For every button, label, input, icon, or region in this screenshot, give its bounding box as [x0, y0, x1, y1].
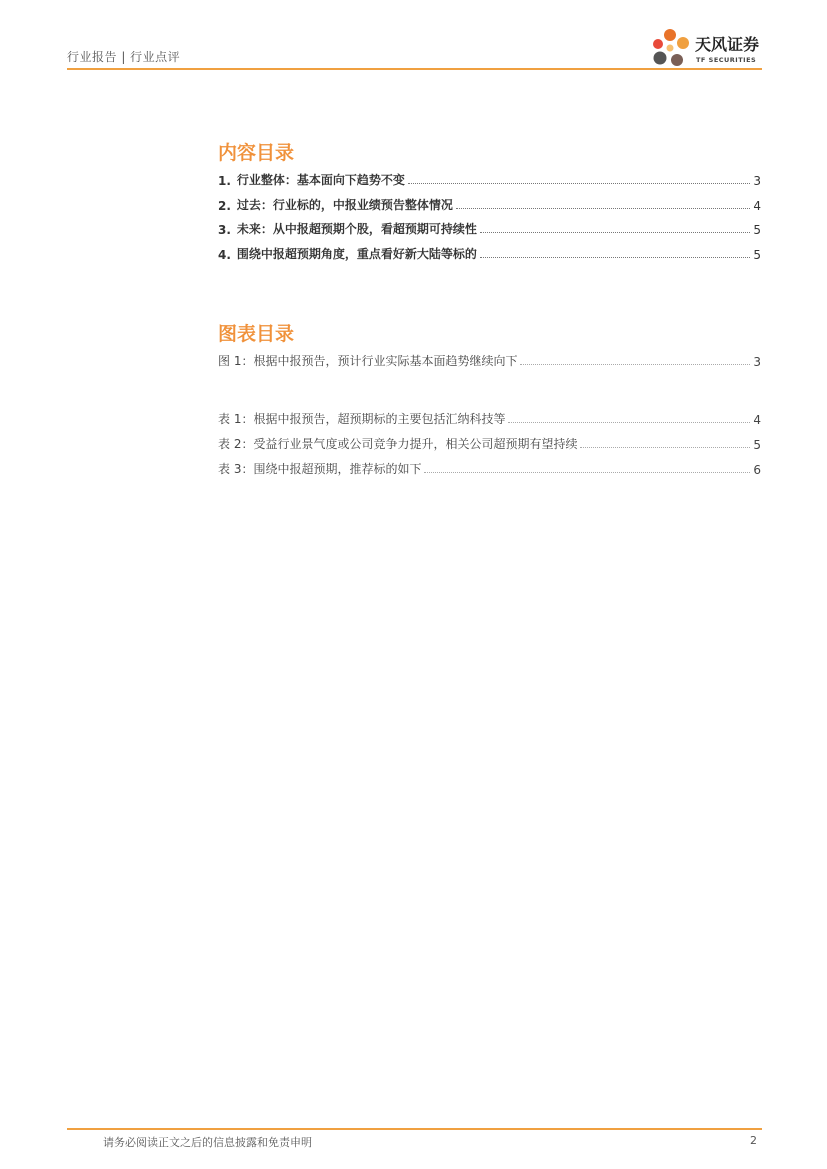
table-entry-text: 根据中报预告，超预期标的主要包括汇纳科技等	[253, 412, 506, 426]
toc-leader-dots	[480, 232, 750, 233]
toc-leader-dots	[580, 447, 750, 448]
figure-entry[interactable]	[218, 352, 761, 369]
footer-disclaimer: 请务必阅读正文之后的信息披露和免责申明	[103, 1136, 312, 1149]
toc-entry-page: 3	[753, 174, 761, 188]
toc-leader-dots	[520, 364, 750, 365]
toc-entry-page: 5	[753, 248, 761, 262]
figures-title: 图表目录	[218, 323, 295, 345]
toc-entry-number: 2.	[218, 199, 231, 213]
table-entry-label: 表 3：	[218, 462, 254, 476]
logo-subtitle: TF SECURITIES	[696, 56, 757, 64]
toc-leader-dots	[508, 422, 750, 423]
figure-entry-text: 根据中报预告，预计行业实际基本面趋势继续向下	[253, 354, 518, 368]
toc-leader-dots	[480, 257, 750, 258]
toc-entry-number: 1.	[218, 174, 231, 188]
logo-flower-icon	[650, 26, 694, 72]
figure-entry-label: 图 1：	[218, 354, 254, 368]
toc-entry[interactable]	[218, 220, 761, 237]
toc-entry-text: 围绕中报超预期角度，重点看好新大陆等标的	[236, 247, 477, 261]
toc-entry-number: 4.	[218, 248, 231, 262]
toc-entry-page: 4	[753, 199, 761, 213]
toc-entry-number: 3.	[218, 223, 231, 237]
toc-leader-dots	[408, 183, 750, 184]
contents-title: 内容目录	[218, 142, 295, 164]
logo-name: 天风证券	[695, 35, 760, 54]
table-entry-label: 表 1：	[218, 412, 254, 426]
toc-entry-text: 行业整体：基本面向下趋势不变	[236, 173, 405, 187]
table-entry-text: 受益行业景气度或公司竞争力提升，相关公司超预期有望持续	[253, 437, 578, 451]
footer-page-number: 2	[750, 1134, 757, 1147]
table-entry[interactable]	[218, 460, 761, 477]
table-entry-text: 围绕中报超预期，推荐标的如下	[253, 462, 422, 476]
toc-entry[interactable]	[218, 196, 761, 213]
toc-leader-dots	[456, 208, 750, 209]
company-logo	[650, 26, 770, 72]
table-entry-page: 4	[753, 413, 761, 427]
toc-entry-text: 未来：从中报超预期个股，看超预期可持续性	[236, 222, 477, 236]
toc-entry-page: 5	[753, 223, 761, 237]
header-breadcrumb: 行业报告 | 行业点评	[67, 50, 181, 64]
table-entry-label: 表 2：	[218, 437, 254, 451]
toc-entry[interactable]	[218, 245, 761, 262]
figure-entry-page: 3	[753, 355, 761, 369]
table-entry[interactable]	[218, 435, 761, 452]
table-entry-page: 5	[753, 438, 761, 452]
toc-entry[interactable]	[218, 171, 761, 188]
table-entry-page: 6	[753, 463, 761, 477]
footer-divider	[67, 1128, 762, 1130]
toc-entry-text: 过去：行业标的，中报业绩预告整体情况	[236, 198, 453, 212]
toc-leader-dots	[424, 472, 750, 473]
table-entry[interactable]	[218, 410, 761, 427]
